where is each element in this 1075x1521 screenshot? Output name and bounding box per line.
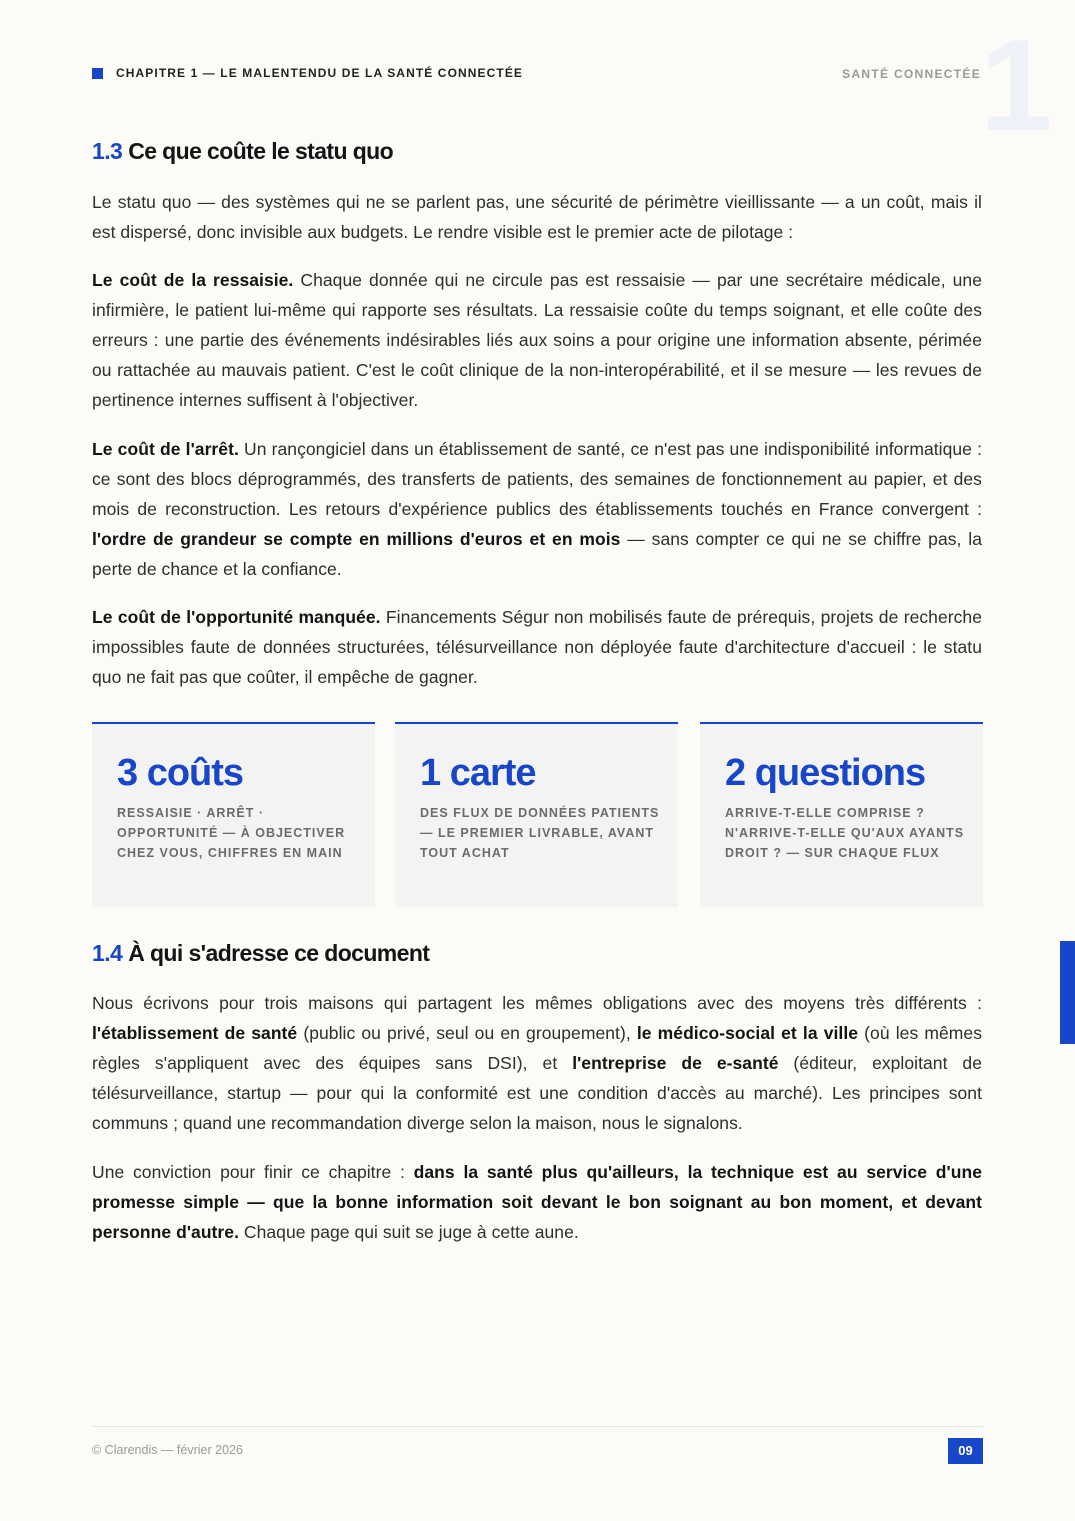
conviction-paragraph <box>92 1157 982 1247</box>
paragraph-text: Chaque donnée qui ne circule pas est ressaisie — par une secrétaire médicale, une infirmière, le patient lui-même qui rapporte ses résultats. La ressaisie coûte du temps soignant, et elle coûte des erreurs : une partie des événements indésirables liés aux soins a pour origine une information absente, périmée ou rattachée au mauvais patient. C'est le coût clinique de la non-interopérabilité, et il se mesure — les revues de pertinence internes suffisent à l'objectiver. <box>92 270 982 410</box>
paragraph-inline-bold: l'ordre de grandeur se compte en millions d'euros et en mois <box>92 529 621 549</box>
audience-bold: l'établissement de santé <box>92 1023 298 1043</box>
section-number: 1.3 <box>92 138 123 164</box>
section-heading-1-4 <box>92 940 429 967</box>
paragraph-text: (public ou privé, seul ou en groupement), <box>297 1023 637 1043</box>
running-header-topic: SANTÉ CONNECTÉE <box>842 67 981 81</box>
running-header-chapter: CHAPITRE 1 — LE MALENTENDU DE LA SANTÉ CONNECTÉE <box>116 66 524 80</box>
intro-paragraph <box>92 187 982 247</box>
intro-text: Le statu quo — des systèmes qui ne se parlent pas, une sécurité de périmètre vieillissante — a un coût, mais il est dispersé, donc invisible aux budgets. Le rendre visible est le premier acte de pilotage : <box>92 192 982 242</box>
stat-card-caption: ARRIVE-T-ELLE COMPRISE ? N'ARRIVE-T-ELLE QU'AUX AYANTS DROIT ? — SUR CHAQUE FLUX <box>725 806 965 860</box>
stat-card-value: 1 carte <box>420 752 536 794</box>
stat-card <box>395 722 678 907</box>
paragraph-text: Une conviction pour finir ce chapitre : <box>92 1162 414 1182</box>
paragraph-lead-bold: Le coût de la ressaisie. <box>92 270 294 290</box>
audience-paragraph <box>92 988 982 1138</box>
section-title: À qui s'adresse ce document <box>128 940 430 966</box>
audience-bold: le médico-social et la ville <box>636 1023 859 1043</box>
paragraph-text: Nous écrivons pour trois maisons qui partagent les mêmes obligations avec des moyens très différents : <box>92 993 982 1013</box>
paragraph-lead-bold: Le coût de l'opportunité manquée. <box>92 607 381 627</box>
stat-card-value: 2 questions <box>725 752 926 794</box>
paragraph-lead-bold: Le coût de l'arrêt. <box>92 439 239 459</box>
chapter-side-tab <box>1060 941 1075 1044</box>
footer-divider <box>92 1426 983 1427</box>
chapter-marker-square <box>92 68 103 79</box>
stat-card <box>92 722 375 907</box>
conviction-bold: dans la santé plus qu'ailleurs, la technique est au service d'une promesse simple — que la bonne information soit devant le bon soignant au bon moment, et devant personne d'autre. <box>92 1162 982 1242</box>
section-heading-1-3 <box>92 138 393 165</box>
chapter-watermark-number: 1 <box>980 12 1049 158</box>
stat-card-caption: DES FLUX DE DONNÉES PATIENTS — LE PREMIER LIVRABLE, AVANT TOUT ACHAT <box>420 806 660 860</box>
page-number: 09 <box>948 1438 983 1464</box>
stat-card <box>700 722 983 907</box>
audience-bold: l'entreprise de e-santé <box>572 1053 779 1073</box>
section-title: Ce que coûte le statu quo <box>128 138 394 164</box>
paragraph-opportunite <box>92 602 982 692</box>
stat-card-caption: RESSAISIE · ARRÊT · OPPORTUNITÉ — À OBJECTIVER CHEZ VOUS, CHIFFRES EN MAIN <box>117 806 346 860</box>
paragraph-arret <box>92 434 982 584</box>
stat-card-value: 3 coûts <box>117 752 244 794</box>
paragraph-text: — sans compter ce qui ne se chiffre pas, la perte de chance et la confiance. <box>92 529 983 579</box>
paragraph-text: (où les mêmes règles s'appliquent avec des équipes sans DSI), et <box>92 1023 982 1073</box>
paragraph-text: Un rançongiciel dans un établissement de santé, ce n'est pas une indisponibilité informatique : ce sont des blocs déprogrammés, des transferts de patients, des semaines de fonctionnement au papier, et des mois de reconstruction. Les retours d'expérience publics des établissements touchés en France convergent : <box>92 439 982 519</box>
paragraph-ressaisie <box>92 265 982 415</box>
paragraph-text: Chaque page qui suit se juge à cette aune. <box>239 1222 579 1242</box>
footer-copyright: © Clarendis — février 2026 <box>92 1443 243 1457</box>
section-number: 1.4 <box>92 940 123 966</box>
paragraph-text: Financements Ségur non mobilisés faute de prérequis, projets de recherche impossibles faute de données structurées, télésurveillance non déployée faute d'architecture d'accueil : le statu quo ne fait pas que coûter, il empêche de gagner. <box>92 607 982 687</box>
paragraph-text: (éditeur, exploitant de télésurveillance, startup — pour qui la conformité est une condition d'accès au marché). Les principes sont communs ; quand une recommandation diverge selon la maison, nous le signalons. <box>92 1053 982 1133</box>
